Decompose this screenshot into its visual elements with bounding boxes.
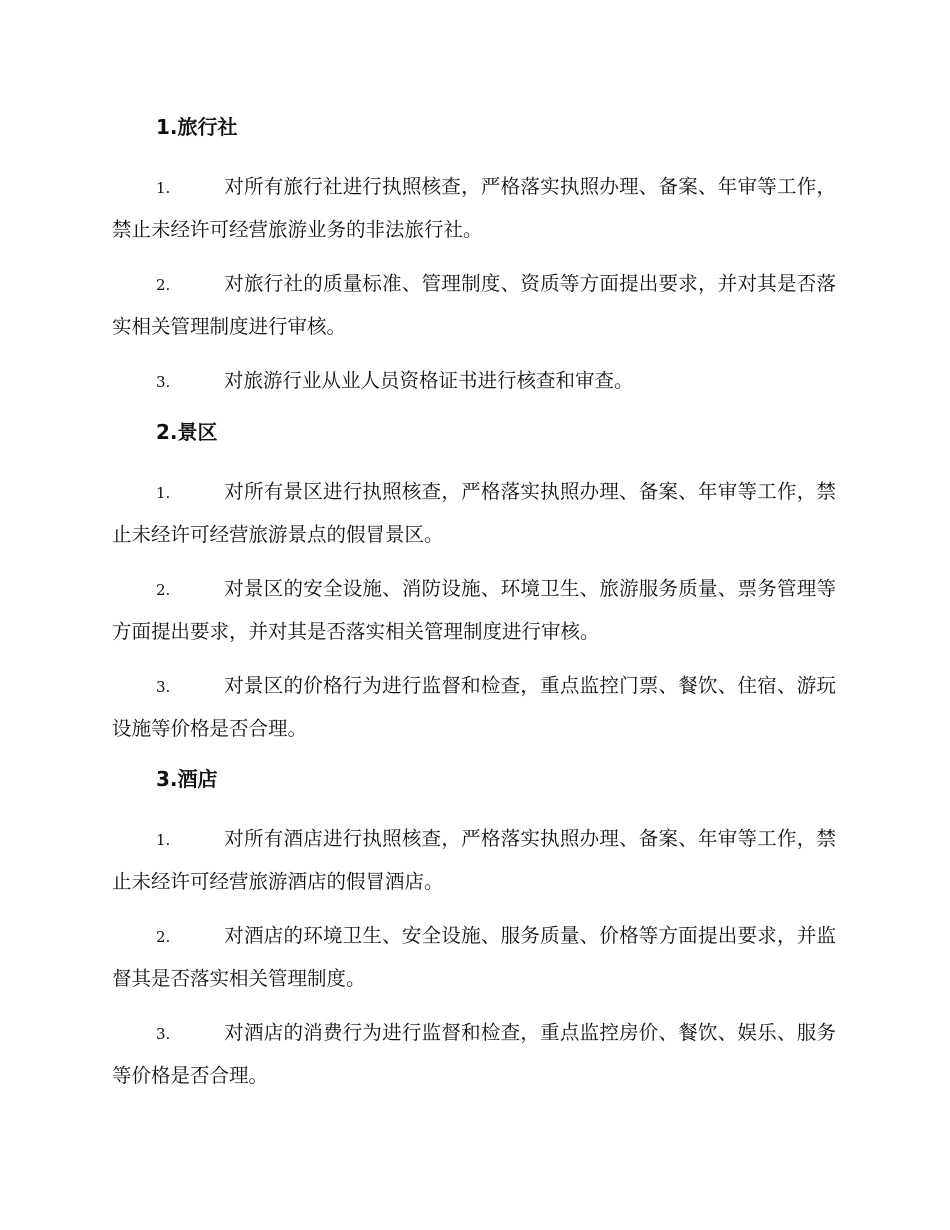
item-text: 对酒店的环境卫生、安全设施、服务质量、价格等方面提出要求，并监督其是否落实相关管理制度。 <box>112 924 836 990</box>
document-body <box>112 110 836 1109</box>
item-text: 对景区的安全设施、消防设施、环境卫生、旅游服务质量、票务管理等方面提出要求，并对其是否落实相关管理制度进行审核。 <box>112 577 836 643</box>
item-text: 对酒店的消费行为进行监督和检查，重点监控房价、餐饮、娱乐、服务等价格是否合理。 <box>112 1021 836 1087</box>
item-number: 1. <box>156 179 171 197</box>
list-item <box>112 360 836 403</box>
item-number: 2. <box>156 928 171 946</box>
list-item <box>112 568 836 653</box>
list-item <box>112 818 836 903</box>
item-text: 对所有旅行社进行执照核查，严格落实执照办理、备案、年审等工作，禁止未经许可经营旅游业务的非法旅行社。 <box>112 175 836 241</box>
item-number: 3. <box>156 373 171 391</box>
item-text: 对景区的价格行为进行监督和检查，重点监控门票、餐饮、住宿、游玩设施等价格是否合理。 <box>112 674 836 740</box>
list-item <box>112 665 836 750</box>
section-heading: 1.旅行社 <box>156 115 238 139</box>
item-text: 对旅游行业从业人员资格证书进行核查和审查。 <box>224 369 634 392</box>
section-scenic-area <box>112 415 836 750</box>
item-text: 对所有酒店进行执照核查，严格落实执照办理、备案、年审等工作，禁止未经许可经营旅游酒店的假冒酒店。 <box>112 827 836 893</box>
item-number: 3. <box>156 1025 171 1043</box>
list-item <box>112 1012 836 1097</box>
item-text: 对所有景区进行执照核查，严格落实执照办理、备案、年审等工作，禁止未经许可经营旅游景点的假冒景区。 <box>112 480 836 546</box>
item-text: 对旅行社的质量标准、管理制度、资质等方面提出要求，并对其是否落实相关管理制度进行审核。 <box>112 272 836 338</box>
list-item <box>112 471 836 556</box>
list-item <box>112 915 836 1000</box>
list-item <box>112 166 836 251</box>
section-heading: 2.景区 <box>156 420 218 444</box>
item-number: 2. <box>156 581 171 599</box>
item-number: 1. <box>156 831 171 849</box>
section-heading: 3.酒店 <box>156 767 218 791</box>
section-travel-agency <box>112 110 836 403</box>
item-number: 2. <box>156 276 171 294</box>
item-number: 1. <box>156 484 171 502</box>
item-number: 3. <box>156 678 171 696</box>
list-item <box>112 263 836 348</box>
section-hotel <box>112 762 836 1097</box>
